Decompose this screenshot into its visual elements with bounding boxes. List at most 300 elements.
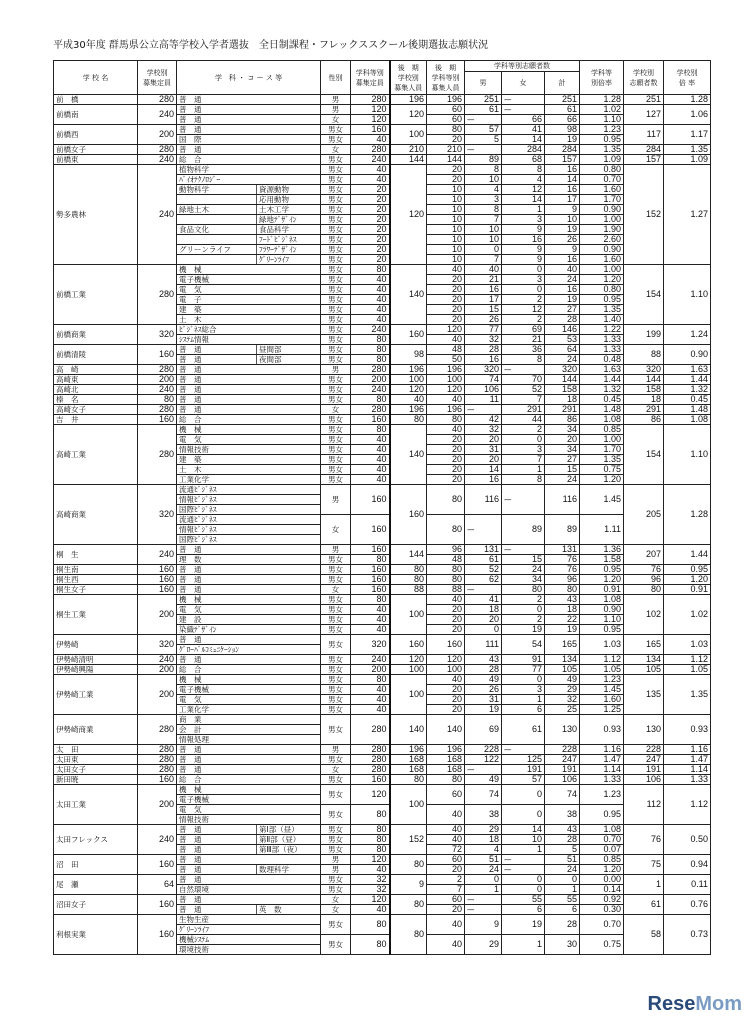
sex: 男女 bbox=[321, 315, 351, 325]
dept-quota: 20 bbox=[351, 245, 390, 255]
dept-ratio: 1.22 bbox=[580, 325, 624, 335]
applicants-total: 144 bbox=[545, 375, 580, 385]
applicants-total: 105 bbox=[545, 665, 580, 675]
applicants-male: 38 bbox=[465, 805, 502, 825]
dept-quota: 40 bbox=[351, 315, 390, 325]
dept-ratio: 1.25 bbox=[580, 705, 624, 715]
course-name bbox=[177, 215, 257, 225]
school-quota: 160 bbox=[138, 415, 177, 425]
school-quota: 320 bbox=[138, 325, 177, 345]
dept-ratio: 1.11 bbox=[580, 515, 624, 545]
school-quota: 160 bbox=[138, 915, 177, 955]
late-school-recruit: 144 bbox=[390, 545, 427, 565]
dept-quota: 160 bbox=[351, 415, 390, 425]
dept-quota: 40 bbox=[351, 135, 390, 145]
applicants-male: 131 bbox=[465, 545, 502, 555]
school-applicants: 105 bbox=[624, 665, 664, 675]
school-applicants: 158 bbox=[624, 385, 664, 395]
applicants-female: 21 bbox=[502, 335, 545, 345]
course-sub: 食品科学 bbox=[257, 225, 321, 235]
applicants-male: — bbox=[465, 765, 502, 775]
applicants-total: 55 bbox=[545, 895, 580, 905]
course-name: 染織ﾃﾞｻﾞｲﾝ bbox=[177, 625, 321, 635]
late-dept-recruit: 10 bbox=[427, 245, 465, 255]
school-ratio: 1.10 bbox=[664, 425, 711, 485]
dept-quota: 40 bbox=[351, 435, 390, 445]
table-row bbox=[54, 745, 711, 755]
applicants-female: 291 bbox=[502, 405, 545, 415]
applicants-male: 28 bbox=[465, 665, 502, 675]
dept-quota: 80 bbox=[351, 395, 390, 405]
applicants-total: 34 bbox=[545, 445, 580, 455]
late-school-recruit: 80 bbox=[390, 565, 427, 575]
course-name: 緑地土木 bbox=[177, 205, 257, 215]
applicants-male: 4 bbox=[465, 185, 502, 195]
table-row bbox=[54, 345, 711, 355]
dept-quota: 240 bbox=[351, 385, 390, 395]
course-name: 普 通 bbox=[177, 385, 321, 395]
applicants-female: 4 bbox=[502, 175, 545, 185]
applicants-total: 130 bbox=[545, 715, 580, 745]
applicants-total: 146 bbox=[545, 325, 580, 335]
late-dept-recruit: 20 bbox=[427, 475, 465, 485]
course-name: 機械ｼｽﾃﾑ bbox=[177, 935, 321, 945]
school-name: 吉 井 bbox=[54, 415, 138, 425]
late-school-recruit: 120 bbox=[390, 385, 427, 395]
sex: 男女 bbox=[321, 295, 351, 305]
school-ratio: 1.24 bbox=[664, 325, 711, 345]
applicants-female: 0 bbox=[502, 285, 545, 295]
sex: 男 bbox=[321, 545, 351, 555]
course-name: 動物科学 bbox=[177, 185, 257, 195]
applicants-female: 0 bbox=[502, 435, 545, 445]
school-ratio: 0.94 bbox=[664, 855, 711, 875]
dept-ratio: 0.85 bbox=[580, 425, 624, 435]
course-name: 国際ﾋﾞｼﾞﾈｽ bbox=[177, 535, 321, 545]
school-applicants: 76 bbox=[624, 825, 664, 855]
course-name: 機 械 bbox=[177, 785, 321, 795]
sex: 男女 bbox=[321, 785, 351, 805]
school-quota: 240 bbox=[138, 155, 177, 165]
applicants-female: — bbox=[502, 485, 545, 515]
dept-ratio: 1.23 bbox=[580, 675, 624, 685]
applicants-female: 7 bbox=[502, 455, 545, 465]
dept-quota: 80 bbox=[351, 805, 390, 825]
dept-quota: 80 bbox=[351, 825, 390, 835]
applicants-total: 19 bbox=[545, 625, 580, 635]
school-ratio: 0.90 bbox=[664, 345, 711, 365]
school-quota: 280 bbox=[138, 365, 177, 375]
course-sub: 応用動物 bbox=[257, 195, 321, 205]
sex: 男女 bbox=[321, 275, 351, 285]
applicants-total: 98 bbox=[545, 125, 580, 135]
applicants-total: 1 bbox=[545, 885, 580, 895]
applicants-female: 6 bbox=[502, 705, 545, 715]
late-dept-recruit: 120 bbox=[427, 655, 465, 665]
sex: 男女 bbox=[321, 305, 351, 315]
sex: 男女 bbox=[321, 465, 351, 475]
applicants-total: 131 bbox=[545, 545, 580, 555]
dept-ratio: 1.00 bbox=[580, 435, 624, 445]
course-name: 建 築 bbox=[177, 305, 321, 315]
applicants-total: 86 bbox=[545, 415, 580, 425]
sex: 男 bbox=[321, 485, 351, 515]
applicants-total: 28 bbox=[545, 915, 580, 935]
header-male: 男 bbox=[465, 72, 502, 95]
sex: 男女 bbox=[321, 575, 351, 585]
school-ratio: 0.11 bbox=[664, 875, 711, 895]
applicants-total: 17 bbox=[545, 195, 580, 205]
applicants-male: 49 bbox=[465, 775, 502, 785]
sex: 女 bbox=[321, 515, 351, 545]
sex: 男女 bbox=[321, 205, 351, 215]
school-name: 前橋清陵 bbox=[54, 345, 138, 365]
late-dept-recruit: 60 bbox=[427, 115, 465, 125]
course-name: 総 合 bbox=[177, 775, 321, 785]
school-name: 前橋東 bbox=[54, 155, 138, 165]
applicants-female: 0 bbox=[502, 785, 545, 805]
applicants-male: 16 bbox=[465, 355, 502, 365]
applicants-male: 77 bbox=[465, 325, 502, 335]
sex: 男女 bbox=[321, 715, 351, 745]
late-dept-recruit: 40 bbox=[427, 675, 465, 685]
table-row bbox=[54, 385, 711, 395]
dept-quota: 160 bbox=[351, 585, 390, 595]
sex: 男女 bbox=[321, 225, 351, 235]
late-dept-recruit: 196 bbox=[427, 405, 465, 415]
applicants-total: 27 bbox=[545, 305, 580, 315]
late-dept-recruit: 196 bbox=[427, 745, 465, 755]
applicants-female: — bbox=[502, 855, 545, 865]
dept-ratio: 1.44 bbox=[580, 375, 624, 385]
course-name: 商 業 bbox=[177, 715, 321, 725]
course-name: 普 通 bbox=[177, 105, 321, 115]
late-dept-recruit: 60 bbox=[427, 855, 465, 865]
late-dept-recruit: 10 bbox=[427, 225, 465, 235]
dept-quota: 20 bbox=[351, 185, 390, 195]
school-applicants: 144 bbox=[624, 375, 664, 385]
applicants-male: 61 bbox=[465, 555, 502, 565]
applicants-total: 29 bbox=[545, 685, 580, 695]
sex: 男女 bbox=[321, 395, 351, 405]
dept-ratio: 0.95 bbox=[580, 625, 624, 635]
course-name: 情報技術 bbox=[177, 445, 321, 455]
late-dept-recruit: 2 bbox=[427, 875, 465, 885]
school-quota: 280 bbox=[138, 265, 177, 325]
applicants-male: 8 bbox=[465, 205, 502, 215]
dept-ratio: 0.93 bbox=[580, 715, 624, 745]
course-sub: ﾌﾗﾜｰﾃﾞｻﾞｲﾝ bbox=[257, 245, 321, 255]
late-school-recruit: 196 bbox=[390, 405, 427, 415]
school-applicants: 80 bbox=[624, 585, 664, 595]
school-quota: 200 bbox=[138, 375, 177, 385]
applicants-male: 5 bbox=[465, 135, 502, 145]
course-name: 電 子 bbox=[177, 295, 321, 305]
applicants-total: 64 bbox=[545, 345, 580, 355]
late-dept-recruit: 40 bbox=[427, 825, 465, 835]
course-name: ﾋﾞｼﾞﾈｽ総合 bbox=[177, 325, 321, 335]
applicants-female: 3 bbox=[502, 275, 545, 285]
dept-ratio: 0.75 bbox=[580, 935, 624, 955]
dept-quota: 160 bbox=[351, 545, 390, 555]
school-ratio: 0.45 bbox=[664, 395, 711, 405]
dept-quota: 40 bbox=[351, 865, 390, 875]
table-row bbox=[54, 545, 711, 555]
dept-quota: 160 bbox=[351, 565, 390, 575]
dept-quota: 280 bbox=[351, 745, 390, 755]
school-quota: 200 bbox=[138, 675, 177, 715]
sex: 男女 bbox=[321, 615, 351, 625]
sex: 男女 bbox=[321, 335, 351, 345]
sex: 男女 bbox=[321, 175, 351, 185]
applicants-total: 9 bbox=[545, 205, 580, 215]
school-name: 高崎女子 bbox=[54, 405, 138, 415]
late-dept-recruit: 7 bbox=[427, 885, 465, 895]
late-school-recruit: 80 bbox=[390, 575, 427, 585]
header-late-school: 後 期 学校別 募集人員 bbox=[390, 61, 427, 95]
sex: 男 bbox=[321, 105, 351, 115]
sex: 男女 bbox=[321, 885, 351, 895]
late-dept-recruit: 20 bbox=[427, 705, 465, 715]
applicants-male: 10 bbox=[465, 175, 502, 185]
sex: 男女 bbox=[321, 935, 351, 955]
school-name: 新田暁 bbox=[54, 775, 138, 785]
dept-quota: 240 bbox=[351, 155, 390, 165]
dept-ratio: 1.20 bbox=[580, 575, 624, 585]
table-row bbox=[54, 775, 711, 785]
late-dept-recruit: 10 bbox=[427, 195, 465, 205]
applicants-total: 157 bbox=[545, 155, 580, 165]
applicants-male: 9 bbox=[465, 915, 502, 935]
dept-quota: 40 bbox=[351, 695, 390, 705]
school-applicants: 117 bbox=[624, 125, 664, 145]
header-sex: 性別 bbox=[321, 61, 351, 95]
applicants-female: 3 bbox=[502, 215, 545, 225]
course-name: 普 通 bbox=[177, 365, 321, 375]
dept-quota: 40 bbox=[351, 445, 390, 455]
school-ratio: 1.08 bbox=[664, 415, 711, 425]
applicants-male: 32 bbox=[465, 425, 502, 435]
late-dept-recruit: 210 bbox=[427, 145, 465, 155]
sex: 男女 bbox=[321, 265, 351, 275]
applicants-male: 7 bbox=[465, 215, 502, 225]
applicants-total: 89 bbox=[545, 515, 580, 545]
dept-quota: 280 bbox=[351, 145, 390, 155]
applicants-female: 8 bbox=[502, 165, 545, 175]
table-row bbox=[54, 765, 711, 775]
applicants-male: 17 bbox=[465, 295, 502, 305]
dept-quota: 320 bbox=[351, 635, 390, 655]
sex: 男女 bbox=[321, 355, 351, 365]
school-ratio: 1.20 bbox=[664, 575, 711, 585]
school-name: 太 田 bbox=[54, 745, 138, 755]
late-dept-recruit: 40 bbox=[427, 395, 465, 405]
late-dept-recruit: 100 bbox=[427, 375, 465, 385]
dept-ratio: 0.95 bbox=[580, 805, 624, 825]
applicants-female: 19 bbox=[502, 915, 545, 935]
applicants-total: 38 bbox=[545, 805, 580, 825]
dept-quota: 80 bbox=[351, 355, 390, 365]
course-name: 機 械 bbox=[177, 675, 321, 685]
late-school-recruit: 120 bbox=[390, 105, 427, 125]
school-name: 榛 名 bbox=[54, 395, 138, 405]
applicants-male: 24 bbox=[465, 865, 502, 875]
dept-ratio: 0.95 bbox=[580, 295, 624, 305]
applicants-male: 10 bbox=[465, 235, 502, 245]
dept-ratio: 1.60 bbox=[580, 255, 624, 265]
school-ratio: 1.16 bbox=[664, 745, 711, 755]
course-name: 植物科学 bbox=[177, 165, 321, 175]
dept-quota: 280 bbox=[351, 95, 390, 105]
course-name: 電子機械 bbox=[177, 685, 321, 695]
applicants-female: 89 bbox=[502, 515, 545, 545]
dept-quota: 240 bbox=[351, 325, 390, 335]
dept-quota: 80 bbox=[351, 835, 390, 845]
school-ratio: 0.73 bbox=[664, 915, 711, 955]
sex: 男女 bbox=[321, 775, 351, 785]
school-name: 高崎北 bbox=[54, 385, 138, 395]
course-name: 普 通 bbox=[177, 145, 321, 155]
school-name: 高崎東 bbox=[54, 375, 138, 385]
dept-quota: 120 bbox=[351, 855, 390, 865]
school-ratio: 1.33 bbox=[664, 775, 711, 785]
applicants-male: 11 bbox=[465, 395, 502, 405]
dept-quota: 80 bbox=[351, 595, 390, 605]
applicants-total: 43 bbox=[545, 595, 580, 605]
table-row bbox=[54, 425, 711, 435]
header-dept-ratio: 学科等 別倍率 bbox=[580, 61, 624, 95]
sex: 男女 bbox=[321, 695, 351, 705]
course-name: 建 築 bbox=[177, 455, 321, 465]
table-row bbox=[54, 675, 711, 685]
sex: 男女 bbox=[321, 235, 351, 245]
school-quota: 320 bbox=[138, 635, 177, 655]
table-row bbox=[54, 635, 711, 645]
course-name: 普 通 bbox=[177, 765, 321, 775]
late-dept-recruit: 80 bbox=[427, 775, 465, 785]
school-applicants: 157 bbox=[624, 155, 664, 165]
late-dept-recruit: 20 bbox=[427, 865, 465, 875]
applicants-female: 61 bbox=[502, 715, 545, 745]
course-name: 総 合 bbox=[177, 415, 321, 425]
applicants-female: — bbox=[502, 105, 545, 115]
applicants-female: — bbox=[502, 545, 545, 555]
school-ratio: 1.02 bbox=[664, 595, 711, 635]
late-school-recruit: 210 bbox=[390, 145, 427, 155]
applicants-male: 29 bbox=[465, 935, 502, 955]
applicants-female: 125 bbox=[502, 755, 545, 765]
school-applicants: 320 bbox=[624, 365, 664, 375]
school-quota: 160 bbox=[138, 895, 177, 915]
applicants-total: 80 bbox=[545, 585, 580, 595]
dept-quota: 280 bbox=[351, 365, 390, 375]
dept-ratio: 0.75 bbox=[580, 465, 624, 475]
table-row bbox=[54, 95, 711, 105]
school-quota: 200 bbox=[138, 665, 177, 675]
school-applicants: 154 bbox=[624, 425, 664, 485]
late-school-recruit: 100 bbox=[390, 125, 427, 145]
school-quota: 280 bbox=[138, 715, 177, 745]
course-name: 普 通 bbox=[177, 865, 257, 875]
dept-quota: 80 bbox=[351, 555, 390, 565]
applicants-male: 57 bbox=[465, 125, 502, 135]
dept-ratio: 0.14 bbox=[580, 885, 624, 895]
applicants-total: 19 bbox=[545, 295, 580, 305]
applicants-female: 3 bbox=[502, 445, 545, 455]
school-ratio: 1.44 bbox=[664, 545, 711, 565]
dept-ratio: 1.35 bbox=[580, 455, 624, 465]
resemom-logo: ReseMom bbox=[647, 993, 742, 1015]
applicants-male: 0 bbox=[465, 245, 502, 255]
sex: 男女 bbox=[321, 475, 351, 485]
late-dept-recruit: 20 bbox=[427, 295, 465, 305]
school-applicants: 247 bbox=[624, 755, 664, 765]
late-dept-recruit: 40 bbox=[427, 335, 465, 345]
applicants-female: 0 bbox=[502, 605, 545, 615]
course-sub: 第Ⅲ部（夜） bbox=[257, 845, 321, 855]
applicants-female: 2 bbox=[502, 595, 545, 605]
dept-ratio: 0.70 bbox=[580, 175, 624, 185]
school-name: 伊勢崎清明 bbox=[54, 655, 138, 665]
applicants-female: 0 bbox=[502, 875, 545, 885]
dept-ratio: 1.16 bbox=[580, 745, 624, 755]
dept-quota: 20 bbox=[351, 255, 390, 265]
late-school-recruit: 98 bbox=[390, 345, 427, 365]
applicants-male: 74 bbox=[465, 375, 502, 385]
applicants-total: 61 bbox=[545, 105, 580, 115]
dept-quota: 120 bbox=[351, 785, 390, 805]
table-row bbox=[54, 855, 711, 865]
school-applicants: 76 bbox=[624, 565, 664, 575]
dept-quota: 120 bbox=[351, 115, 390, 125]
late-school-recruit: 80 bbox=[390, 775, 427, 785]
applicants-female: 68 bbox=[502, 155, 545, 165]
table-row bbox=[54, 325, 711, 335]
late-school-recruit: 40 bbox=[390, 395, 427, 405]
school-name: 桐生西 bbox=[54, 575, 138, 585]
table-row bbox=[54, 915, 711, 925]
applicants-total: 251 bbox=[545, 95, 580, 105]
course-name: 機 械 bbox=[177, 425, 321, 435]
dept-ratio: 0.48 bbox=[580, 355, 624, 365]
dept-ratio: 1.47 bbox=[580, 755, 624, 765]
course-name: 普 通 bbox=[177, 375, 321, 385]
dept-ratio: 1.00 bbox=[580, 265, 624, 275]
applicants-total: 28 bbox=[545, 315, 580, 325]
dept-quota: 160 bbox=[351, 515, 390, 545]
late-dept-recruit: 20 bbox=[427, 455, 465, 465]
course-name: 食品文化 bbox=[177, 225, 257, 235]
applicants-male: 51 bbox=[465, 855, 502, 865]
course-sub: 昼間部 bbox=[257, 345, 321, 355]
dept-quota: 80 bbox=[351, 935, 390, 955]
school-name: 前橋南 bbox=[54, 105, 138, 125]
dept-quota: 80 bbox=[351, 675, 390, 685]
school-applicants: 18 bbox=[624, 395, 664, 405]
header-school-applicants: 学校別 志願者数 bbox=[624, 61, 664, 95]
late-school-recruit: 120 bbox=[390, 655, 427, 665]
late-dept-recruit: 20 bbox=[427, 905, 465, 915]
dept-quota: 40 bbox=[351, 905, 390, 915]
applicants-total: 40 bbox=[545, 265, 580, 275]
school-ratio: 1.44 bbox=[664, 375, 711, 385]
school-ratio: 1.12 bbox=[664, 785, 711, 825]
applicants-male: 20 bbox=[465, 455, 502, 465]
table-row bbox=[54, 105, 711, 115]
school-name: 伊勢崎商業 bbox=[54, 715, 138, 745]
school-applicants: 228 bbox=[624, 745, 664, 755]
late-school-recruit: 100 bbox=[390, 785, 427, 825]
